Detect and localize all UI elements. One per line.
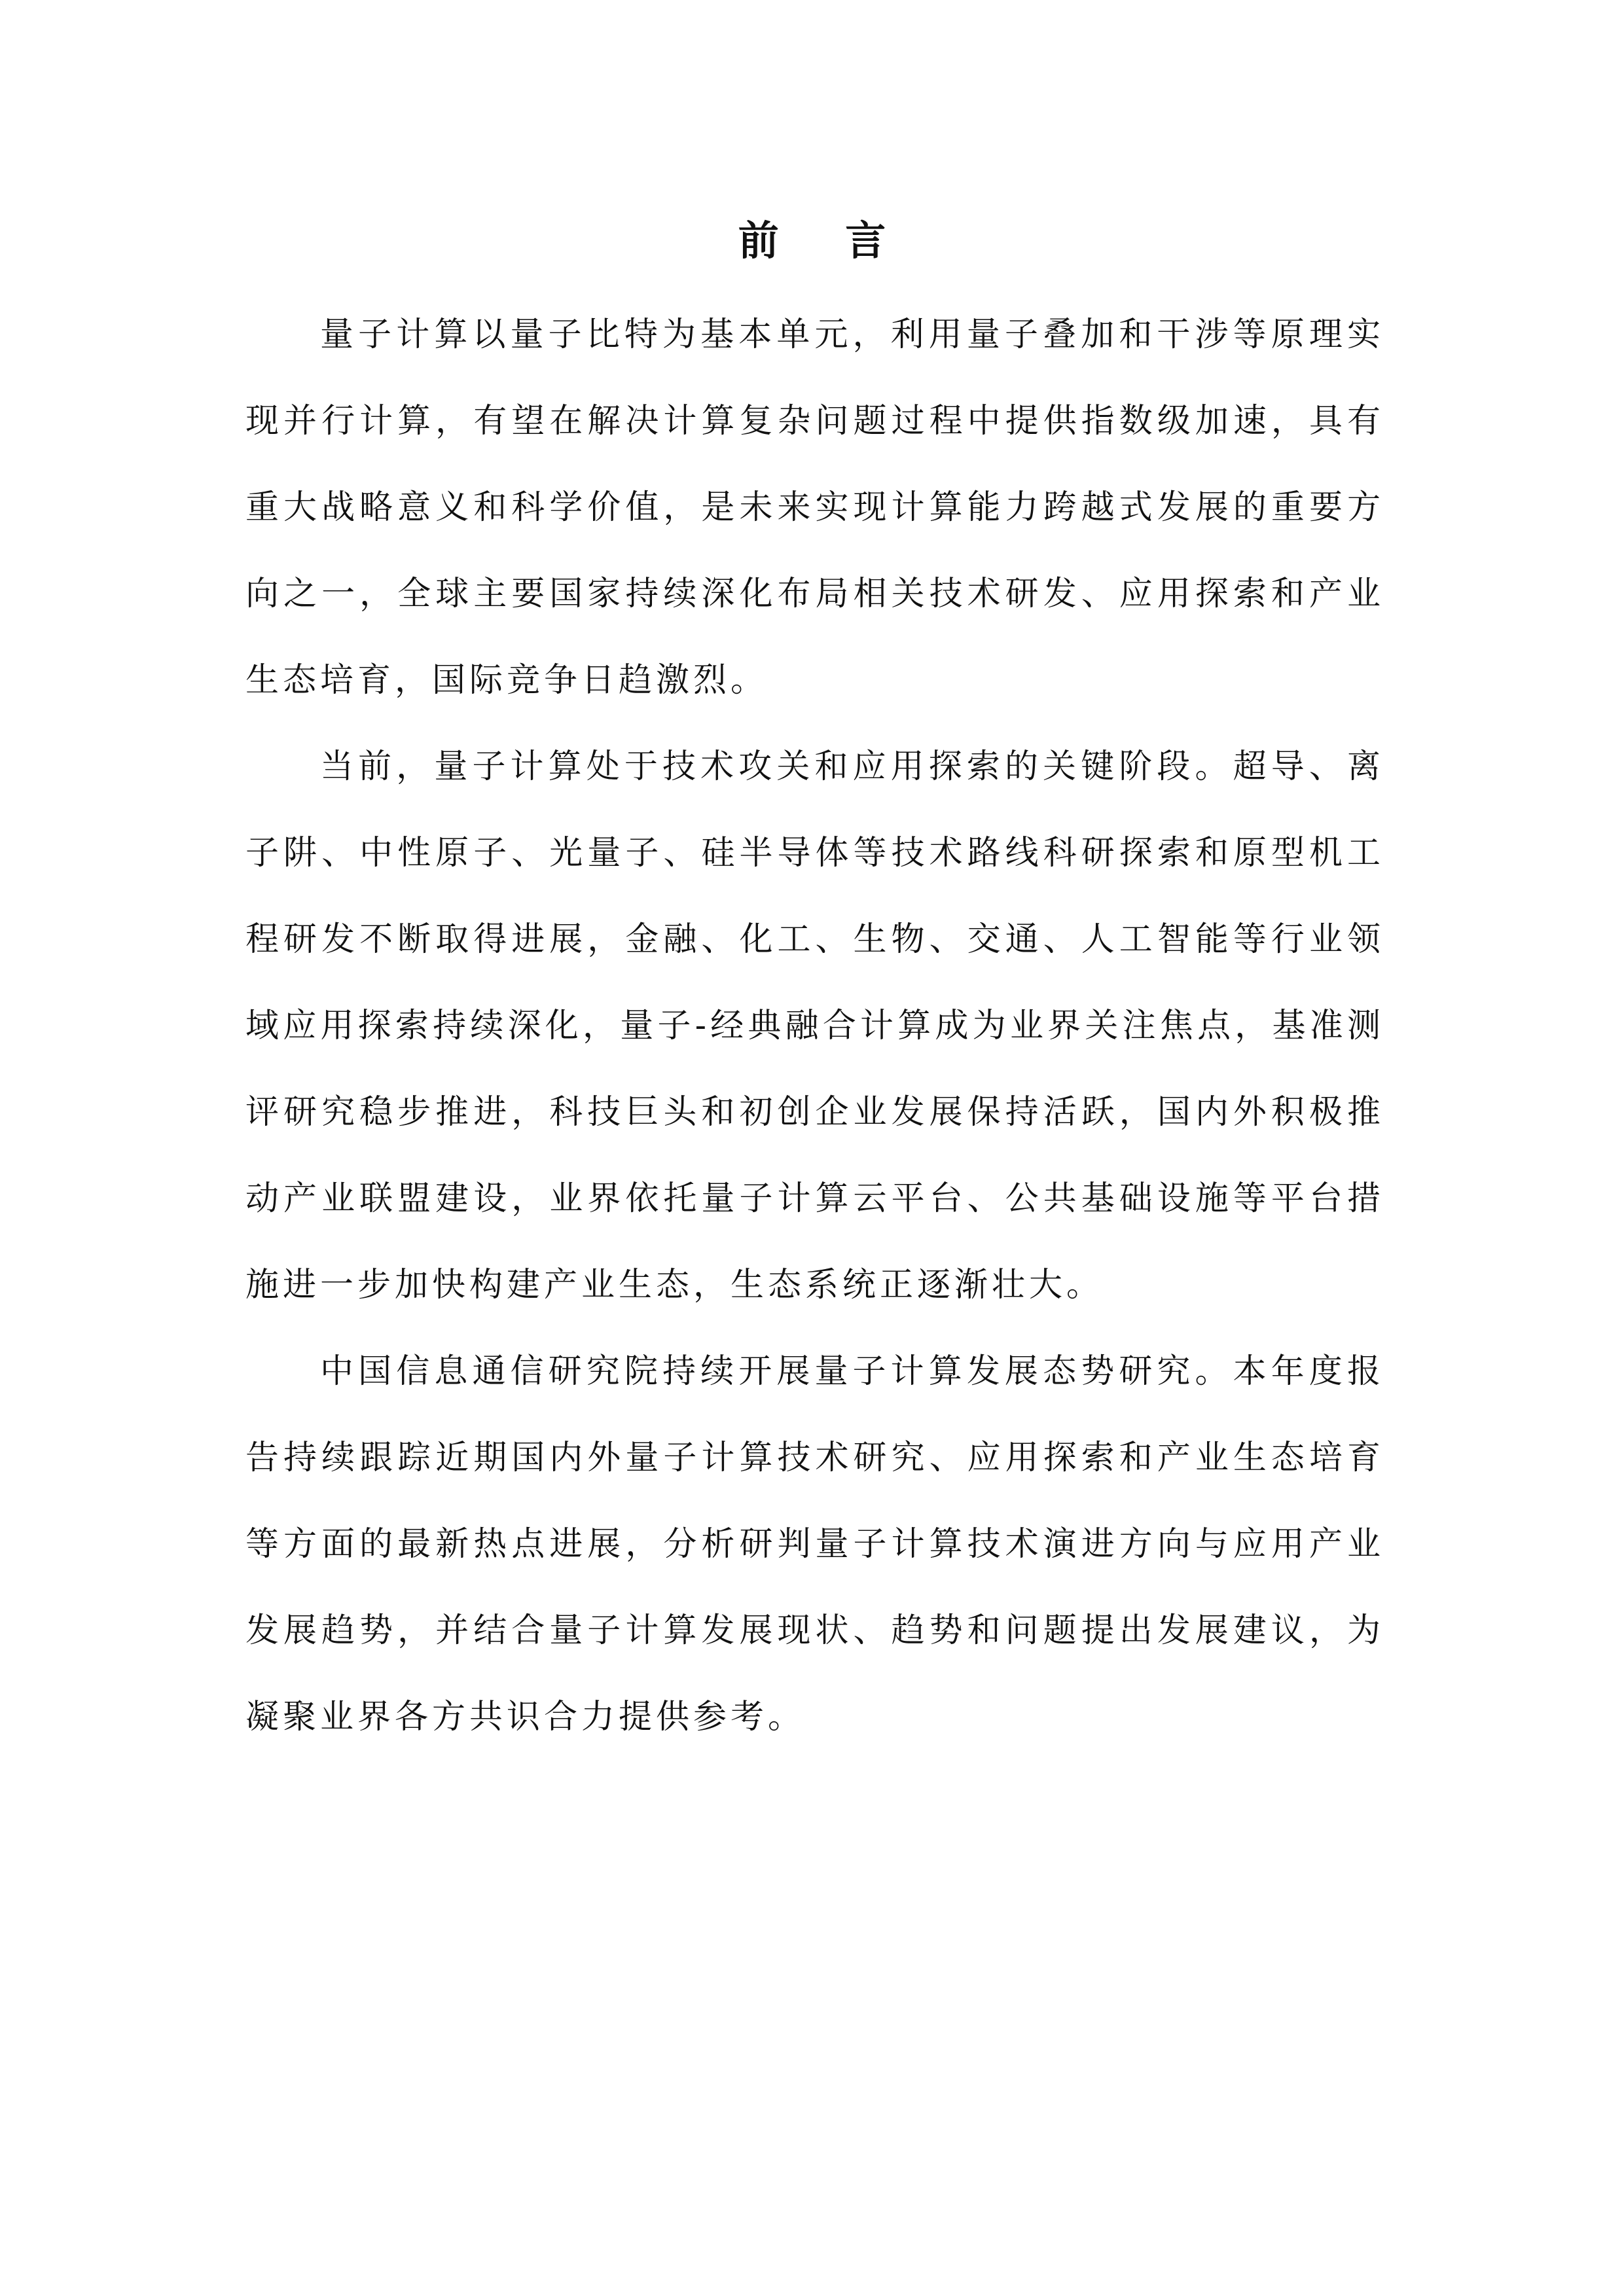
paragraph-1: 量子计算以量子比特为基本单元，利用量子叠加和干涉等原理实现并行计算，有望在解决计算复杂问题过程中提供指数级加速，具有重大战略意义和科学价值，是未来实现计算能力跨越式发展的重要方向之一，全球主要国家持续深化布局相关技术研发、应用探索和产业生态培育，国际竞争日趋激烈。 <box>245 315 1384 700</box>
paragraph-2: 当前，量子计算处于技术攻关和应用探索的关键阶段。超导、离子阱、中性原子、光量子、硅半导体等技术路线科研探索和原型机工程研发不断取得进展，金融、化工、生物、交通、人工智能等行业领域应用探索持续深化，量子-经典融合计算成为业界关注焦点，基准测评研究稳步推进，科技巨头和初创企业发展保持活跃，国内外积极推动产业联盟建设，业界依托量子计算云平台、公共基础设施等平台措施进一步加快构建产业生态，生态系统正逐渐壮大。 <box>245 747 1384 1304</box>
preface-body <box>245 292 1384 1761</box>
paragraph-3: 中国信息通信研究院持续开展量子计算发展态势研究。本年度报告持续跟踪近期国内外量子计算技术研究、应用探索和产业生态培育等方面的最新热点进展，分析研判量子计算技术演进方向与应用产业发展趋势，并结合量子计算发展现状、趋势和问题提出发展建议，为凝聚业界各方共识合力提供参考。 <box>245 1352 1384 1736</box>
page-title: 前 言 <box>738 217 912 264</box>
